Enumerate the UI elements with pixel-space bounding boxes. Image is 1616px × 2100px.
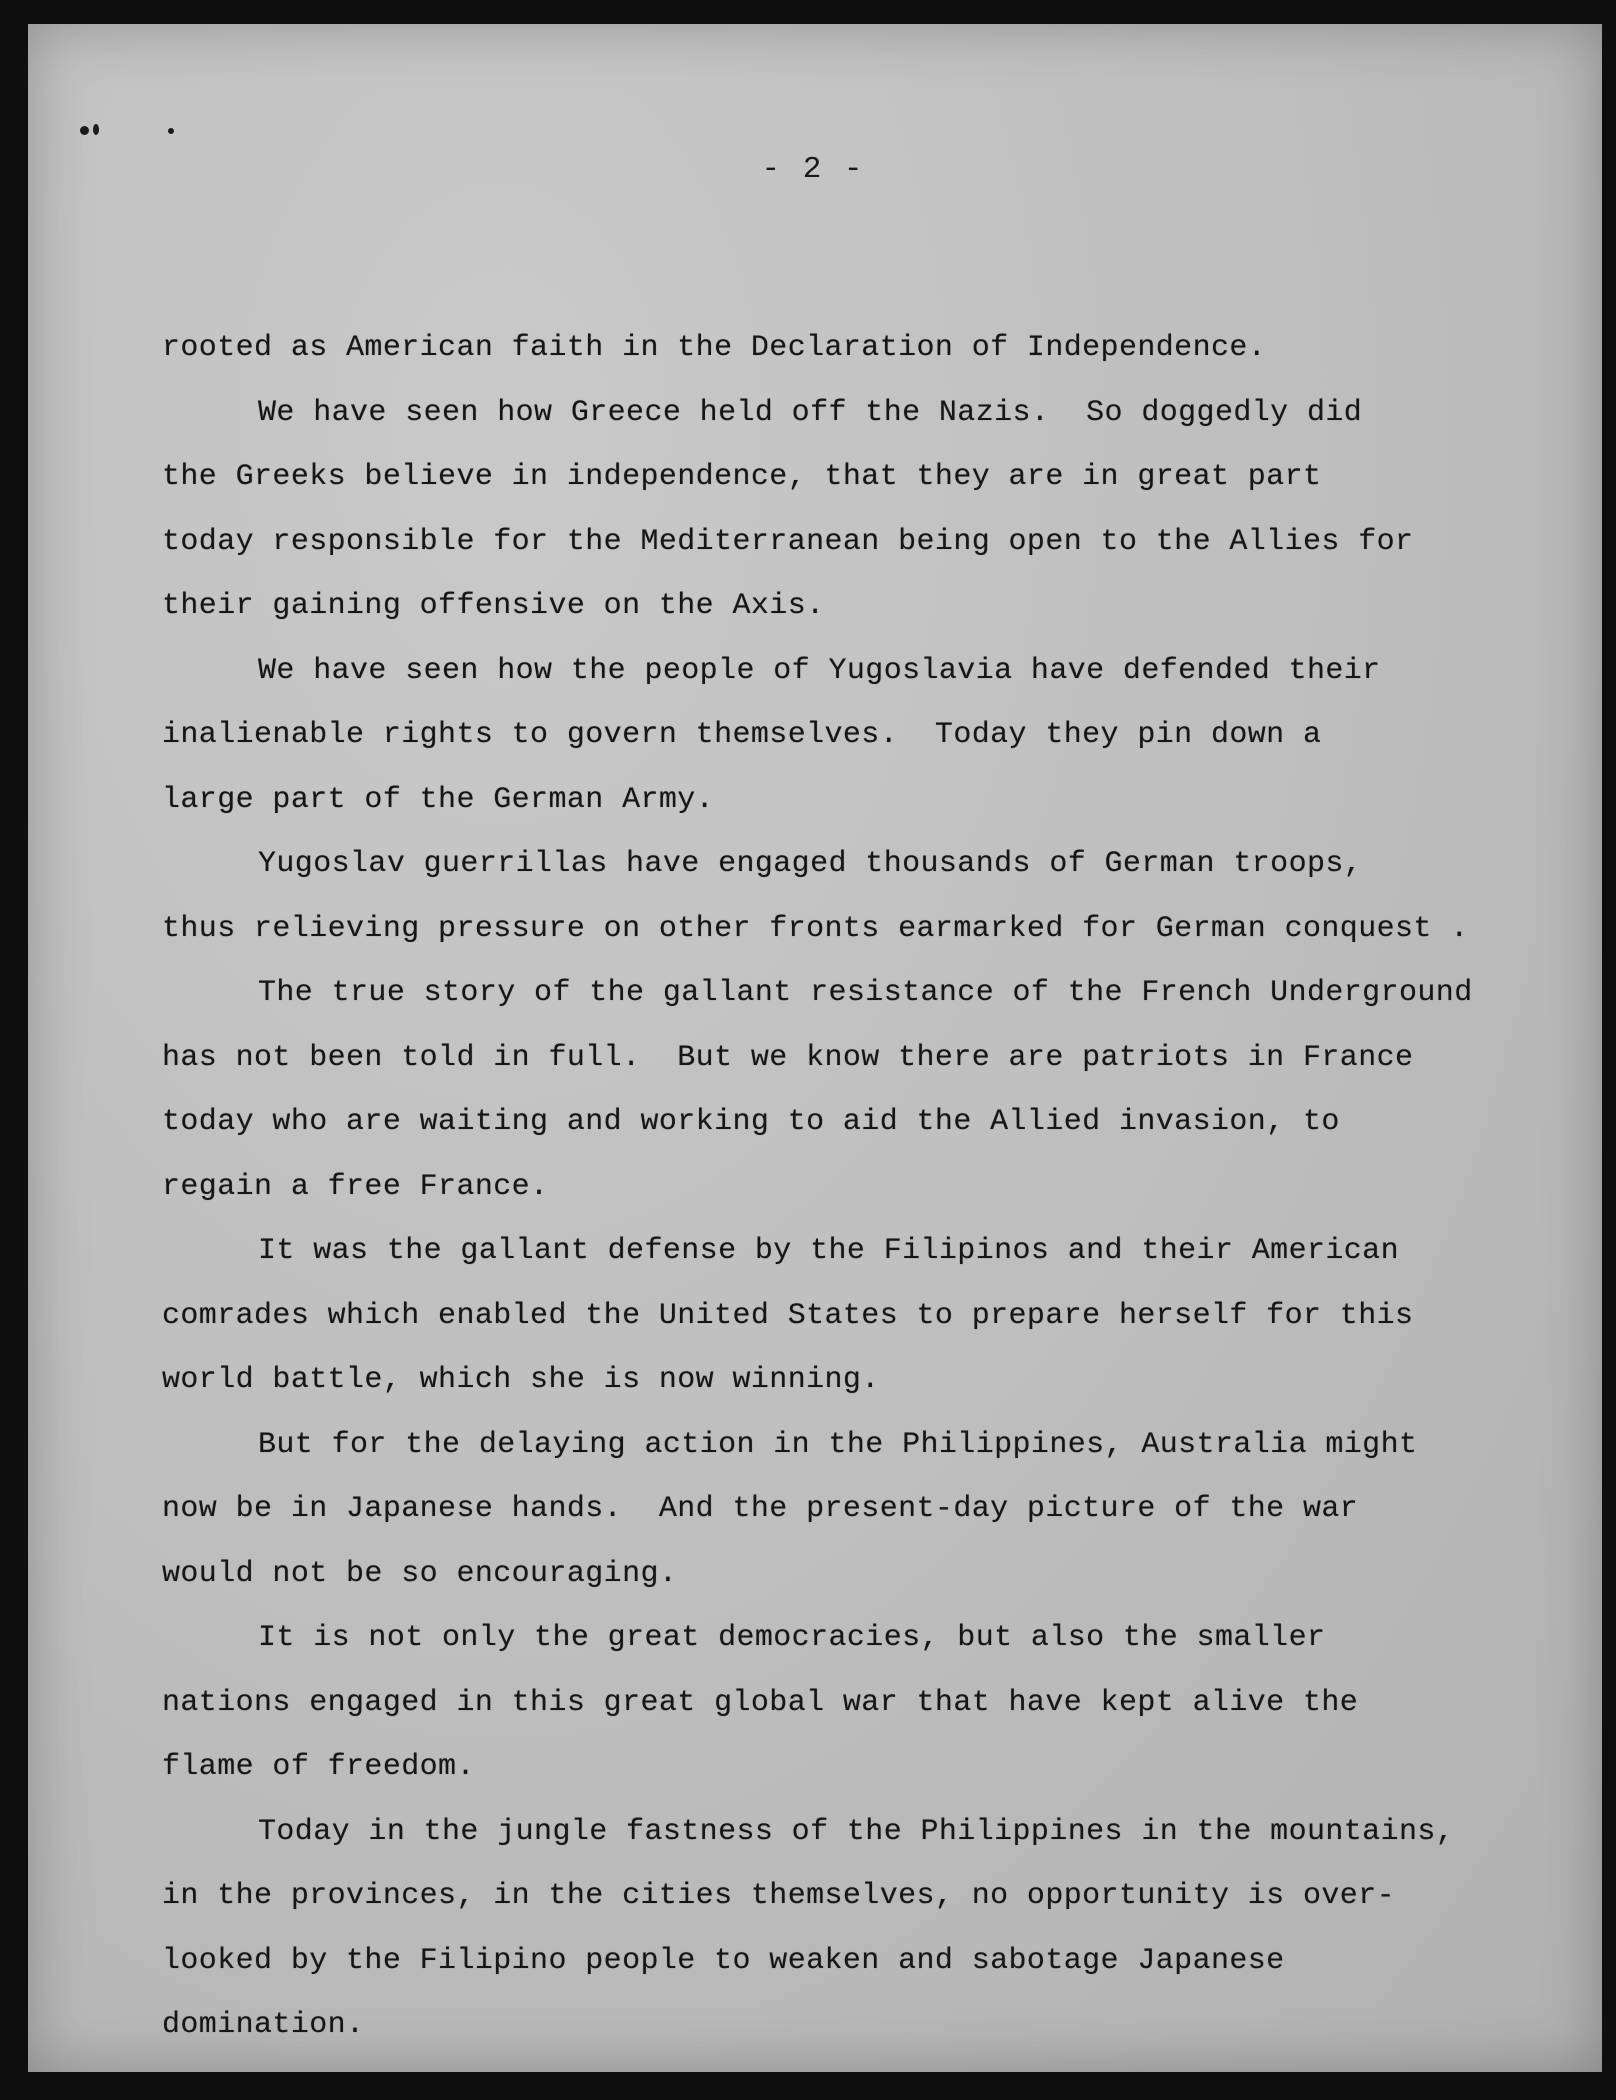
text-line: large part of the German Army. [162, 782, 715, 817]
text-line: We have seen how the people of Yugoslavia have defended their [258, 653, 1381, 688]
text-line: inalienable rights to govern themselves. Today they pin down a [162, 718, 1322, 752]
text-line: has not been told in full. But we know there are patriots in France [162, 1040, 1414, 1075]
text-line: now be in Japanese hands. And the present-day picture of the war [162, 1492, 1359, 1526]
ink-speck [168, 128, 174, 134]
text-line: would not be so encouraging. [162, 1556, 678, 1591]
text-line: comrades which enabled the United States to prepare herself for this [162, 1298, 1414, 1333]
text-line: The true story of the gallant resistance of the French Underground [258, 976, 1473, 1010]
ink-speck [80, 126, 89, 135]
text-line: It was the gallant defense by the Filipinos and their American [258, 1234, 1399, 1268]
text-line: thus relieving pressure on other fronts earmarked for German conquest . [162, 911, 1469, 946]
text-line: It is not only the great democracies, but also the smaller [258, 1621, 1326, 1655]
text-line: world battle, which she is now winning. [162, 1363, 880, 1397]
text-line: their gaining offensive on the Axis. [162, 589, 825, 623]
text-line: flame of freedom. [162, 1750, 475, 1784]
text-line: looked by the Filipino people to weaken and sabotage Japanese [162, 1943, 1285, 1978]
text-line: regain a free France. [162, 1169, 549, 1204]
text-line: today who are waiting and working to aid the Allied invasion, to [162, 1105, 1340, 1139]
typewritten-page [28, 24, 1602, 2072]
text-line: We have seen how Greece held off the Nazis. So doggedly did [258, 395, 1363, 430]
text-line: today responsible for the Mediterranean being open to the Allies for [162, 524, 1414, 559]
ink-speck [93, 124, 99, 135]
text-line: rooted as American faith in the Declaration of Independence. [162, 331, 1267, 365]
page-number: - 2 - [761, 152, 865, 187]
text-line: in the provinces, in the cities themselves, no opportunity is over- [162, 1879, 1395, 1913]
text-line: the Greeks believe in independence, that they are in great part [162, 460, 1322, 494]
text-line: Today in the jungle fastness of the Philippines in the mountains, [258, 1814, 1455, 1849]
document-body [162, 316, 1582, 2058]
text-line: nations engaged in this great global war that have kept alive the [162, 1685, 1359, 1720]
text-line: Yugoslav guerrillas have engaged thousands of German troops, [258, 847, 1363, 881]
text-line: But for the delaying action in the Philippines, Australia might [258, 1427, 1418, 1462]
text-line: domination. [162, 2008, 365, 2042]
